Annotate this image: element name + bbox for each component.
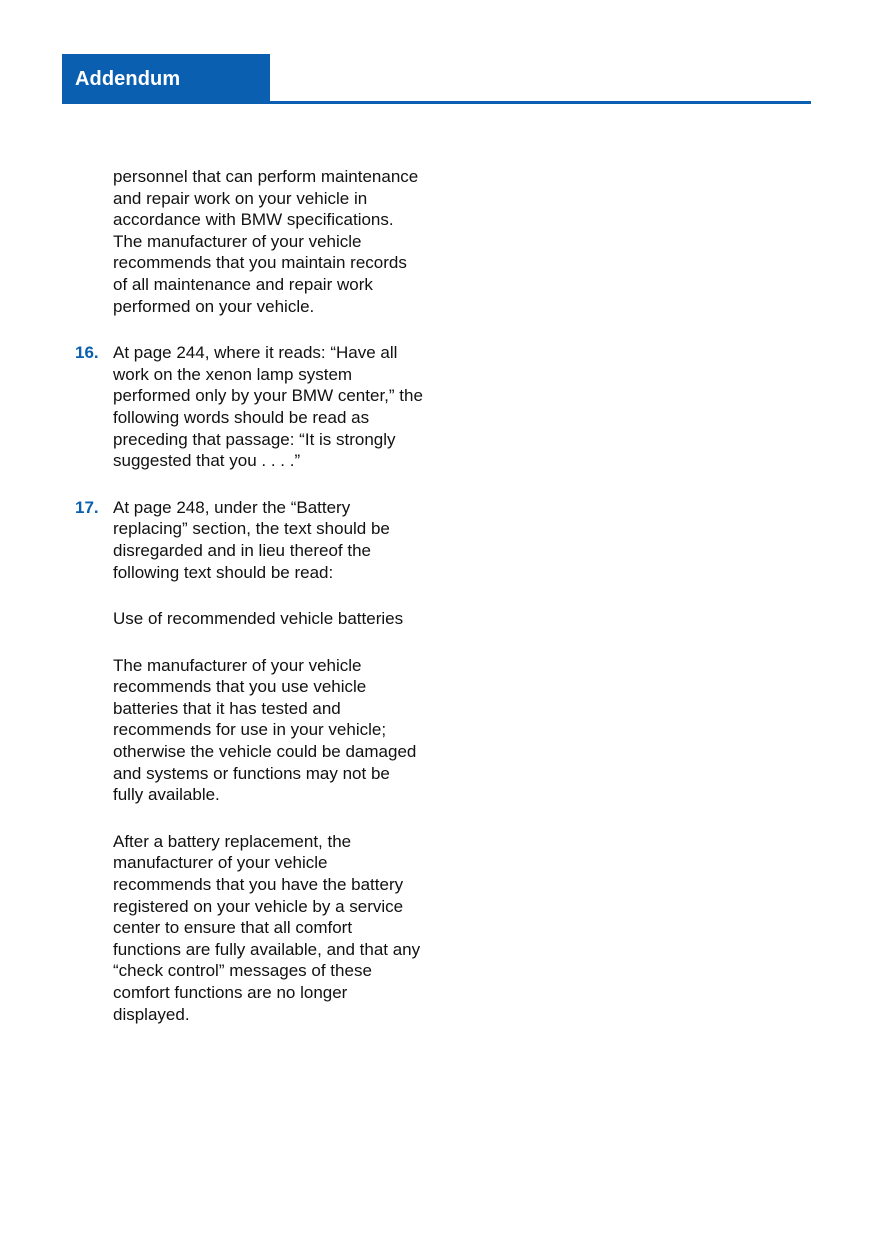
item-number: 16. xyxy=(75,343,99,363)
paragraph-text: After a battery replacement, the manufacturer of your vehicle recommends that you have the battery registered on your vehicle by a service center to ensure that all comfort functions are fully available, and that any “check control” messages of these comfort functions are no longer displayed. xyxy=(113,831,421,1024)
header-rule xyxy=(270,101,811,104)
paragraph xyxy=(113,831,423,1025)
paragraph-text: At page 244, where it reads: “Have all work on the xenon lamp system performed only by your BMW center,” the following words should be read as preceding that passage: “It is strongly suggested that you . . . .” xyxy=(113,343,423,471)
item-number: 17. xyxy=(75,497,99,517)
header-banner xyxy=(62,54,270,104)
paragraph xyxy=(113,608,423,630)
paragraph-text: The manufacturer of your vehicle recommends that you use vehicle batteries that it has tested and recommends for use in your vehicle; otherwise the vehicle could be damaged and systems or functions may not be fully available. xyxy=(113,655,417,805)
list-item-17 xyxy=(75,497,423,583)
paragraph-text: personnel that can perform maintenance and repair work on your vehicle in accordance with BMW specifications. The manufacturer of your vehicle recommends that you maintain records of all maintenance and repair work performed on your vehicle. xyxy=(113,167,419,316)
document-body xyxy=(75,166,423,1050)
page-title: Addendum xyxy=(75,68,181,90)
list-item-16 xyxy=(75,342,423,472)
paragraph xyxy=(113,655,423,806)
paragraph-text: Use of recommended vehicle batteries xyxy=(113,609,404,629)
paragraph-text: At page 248, under the “Battery replacing” section, the text should be disregarded and in lieu thereof the following text should be read: xyxy=(113,497,390,582)
paragraph xyxy=(113,166,423,317)
